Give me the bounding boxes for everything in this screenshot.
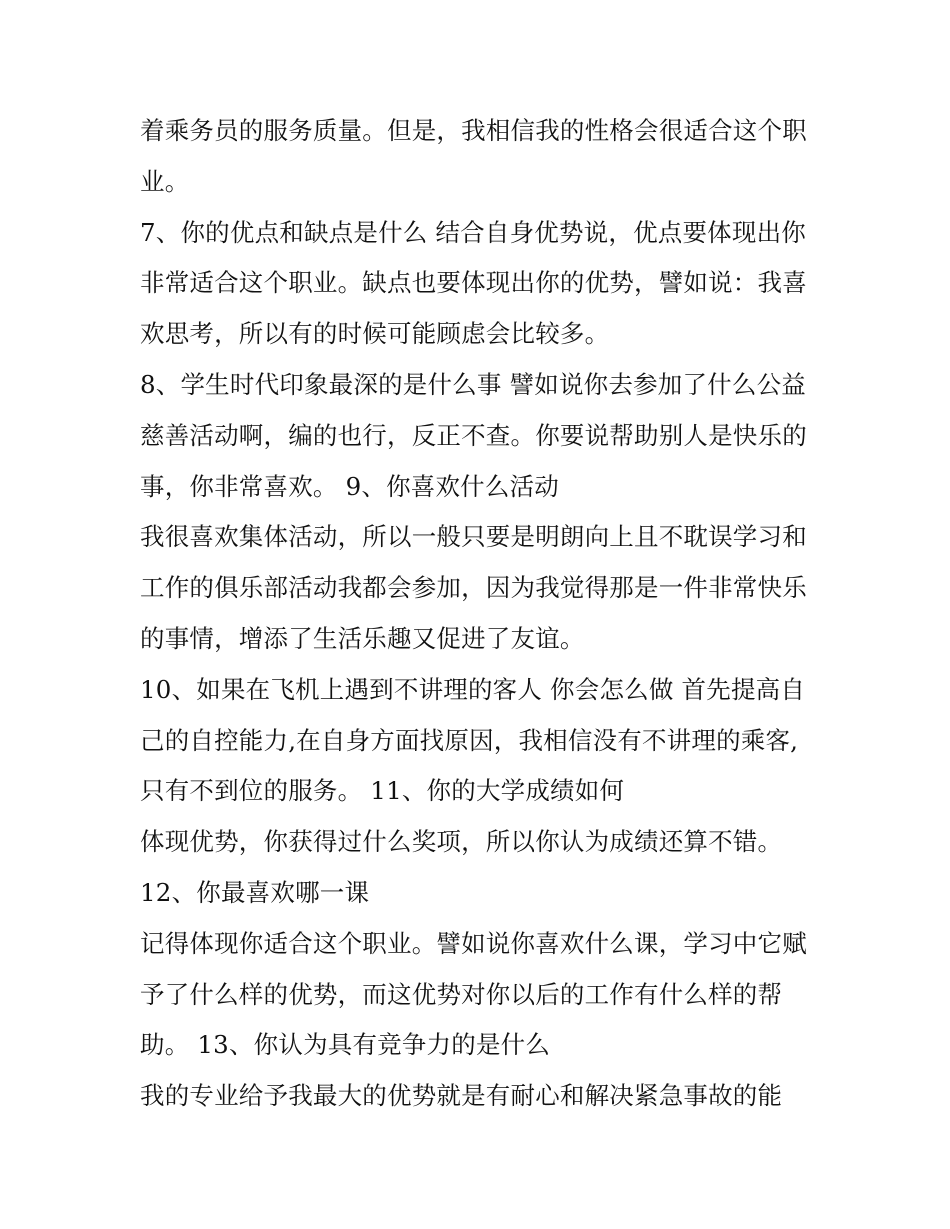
text-line: 非常适合这个职业。缺点也要体现出你的优势，譬如说：我喜 xyxy=(140,268,807,298)
text-line: 慈善活动啊，编的也行，反正不查。你要说帮助别人是快乐的 xyxy=(140,420,807,450)
text-line: 记得体现你适合这个职业。譬如说你喜欢什么课，学习中它赋 xyxy=(140,928,807,958)
text-line: 体现优势，你获得过什么奖项，所以你认为成绩还算不错。 xyxy=(140,827,783,857)
text-line: 业。 xyxy=(140,166,190,196)
text-line: 己的自控能力,在自身方面找原因，我相信没有不讲理的乘客, xyxy=(140,725,799,755)
text-line: 事，你非常喜欢。 9、你喜欢什么活动 xyxy=(140,471,559,501)
text-line: 10、如果在飞机上遇到不讲理的客人 你会怎么做 首先提高自 xyxy=(140,674,806,704)
text-line: 7、你的优点和缺点是什么 结合自身优势说，优点要体现出你 xyxy=(140,217,806,247)
text-line: 予了什么样的优势，而这优势对你以后的工作有什么样的帮 xyxy=(140,979,783,1009)
text-line: 助。 13、你认为具有竞争力的是什么 xyxy=(140,1030,551,1060)
text-line: 欢思考，所以有的时候可能顾虑会比较多。 xyxy=(140,319,610,349)
text-line: 12、你最喜欢哪一课 xyxy=(140,877,370,907)
text-line: 我很喜欢集体活动，所以一般只要是明朗向上且不耽误学习和 xyxy=(140,522,807,552)
body-text xyxy=(140,106,820,1122)
text-line: 的事情，增添了生活乐趣又促进了友谊。 xyxy=(140,623,585,653)
text-line: 工作的俱乐部活动我都会参加，因为我觉得那是一件非常快乐 xyxy=(140,573,807,603)
text-line: 8、学生时代印象最深的是什么事 譬如说你去参加了什么公益 xyxy=(140,369,806,399)
text-line: 只有不到位的服务。 11、你的大学成绩如何 xyxy=(140,776,625,806)
text-line: 着乘务员的服务质量。但是，我相信我的性格会很适合这个职 xyxy=(140,116,807,145)
text-line: 我的专业给予我最大的优势就是有耐心和解决紧急事故的能 xyxy=(140,1081,783,1111)
